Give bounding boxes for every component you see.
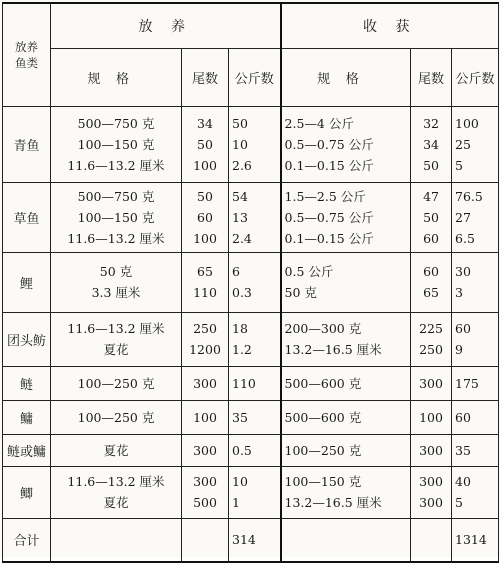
harvest-count-cell <box>411 466 452 518</box>
stock-count-header: 尾数 <box>182 48 229 106</box>
stock-count-cell-line: 50 <box>197 136 213 152</box>
harvest-count-cell <box>411 434 452 466</box>
harvest-kg-cell-line: 76.5 <box>455 188 483 204</box>
stock-kg-cell-line: 1.2 <box>232 342 252 357</box>
table-body <box>3 106 499 518</box>
stocking-harvest-table <box>2 2 499 563</box>
stock-spec-cell <box>51 366 182 400</box>
stock-count-cell-line: 300 <box>193 442 217 458</box>
harvest-count-cell-line: 300 <box>419 375 443 391</box>
harvest-spec-cell <box>281 434 411 466</box>
stock-count-cell-line: 50 <box>197 188 213 204</box>
total-stock-kg: 314 <box>229 518 281 562</box>
harvest-kg-cell <box>452 252 499 312</box>
total-harvest-kg: 1314 <box>452 518 499 562</box>
harvest-kg-cell-line: 25 <box>455 136 471 152</box>
stock-kg-cell <box>229 106 281 182</box>
stock-kg-header: 公斤数 <box>229 48 281 106</box>
stock-count-cell <box>182 434 229 466</box>
table-row <box>3 366 499 400</box>
harvest-kg-cell-line: 60 <box>455 409 471 425</box>
harvest-spec-cell-line: 0.5—0.75 公斤 <box>284 136 374 152</box>
stock-count-cell-line: 65 <box>197 264 213 279</box>
harvest-kg-cell-line: 30 <box>455 264 471 279</box>
harvest-kg-cell <box>452 312 499 366</box>
harvest-kg-cell-line: 5 <box>455 157 463 173</box>
stock-kg-cell-line: 35 <box>232 409 248 425</box>
stock-spec-cell-line: 11.6—13.2 厘米 <box>67 474 165 489</box>
stock-kg-cell-line: 6 <box>232 264 240 279</box>
harvest-count-cell <box>411 106 452 182</box>
harvest-count-cell-line: 250 <box>419 342 443 357</box>
harvest-count-cell-line: 300 <box>419 474 443 489</box>
stock-count-cell-line: 300 <box>193 474 217 489</box>
stock-count-cell <box>182 182 229 252</box>
table-row <box>3 252 499 312</box>
harvest-count-cell-line: 34 <box>423 136 439 152</box>
stock-kg-cell-line: 10 <box>232 136 248 152</box>
stock-kg-cell-line: 110 <box>232 375 256 391</box>
harvest-count-cell-line: 50 <box>423 157 439 173</box>
harvest-count-header: 尾数 <box>411 48 452 106</box>
harvest-kg-cell <box>452 466 499 518</box>
harvest-kg-cell-line: 175 <box>455 375 479 391</box>
stock-count-cell <box>182 252 229 312</box>
harvest-count-cell-line: 300 <box>419 495 443 510</box>
stocking-header: 放 养 <box>51 3 281 48</box>
harvest-spec-cell-line: 13.2—16.5 厘米 <box>284 495 382 510</box>
fish-name: 团头鲂 <box>3 312 51 366</box>
stock-kg-cell <box>229 252 281 312</box>
stock-count-cell-line: 250 <box>193 321 217 336</box>
fish-name: 鲢 <box>3 366 51 400</box>
stock-count-cell-line: 60 <box>197 209 213 225</box>
stock-count-cell <box>182 106 229 182</box>
harvest-spec-cell <box>281 252 411 312</box>
fish-name: 鲢或鳙 <box>3 434 51 466</box>
stock-kg-cell <box>229 366 281 400</box>
stock-spec-cell-line: 11.6—13.2 厘米 <box>67 157 165 173</box>
total-label: 合计 <box>3 518 51 562</box>
harvest-spec-header: 规格 <box>281 48 411 106</box>
stock-count-cell-line: 100 <box>193 157 217 173</box>
harvest-count-cell <box>411 252 452 312</box>
stock-kg-cell-line: 2.4 <box>232 230 252 246</box>
stock-kg-cell-line: 10 <box>232 474 248 489</box>
fish-name: 鳙 <box>3 400 51 434</box>
fish-name: 鲤 <box>3 252 51 312</box>
stock-spec-cell <box>51 312 182 366</box>
harvest-kg-cell-line: 60 <box>455 321 471 336</box>
harvest-spec-cell-line: 500—600 克 <box>284 409 362 425</box>
stock-kg-cell-line: 50 <box>232 115 248 131</box>
total-empty <box>281 518 411 562</box>
stock-spec-cell <box>51 182 182 252</box>
stock-kg-cell-line: 18 <box>232 321 248 336</box>
harvest-spec-cell <box>281 312 411 366</box>
stock-spec-cell-line: 3.3 厘米 <box>91 285 141 300</box>
stock-kg-cell-line: 13 <box>232 209 248 225</box>
stock-kg-cell <box>229 400 281 434</box>
stock-count-cell-line: 300 <box>193 375 217 391</box>
harvest-count-cell-line: 100 <box>419 409 443 425</box>
harvest-spec-cell-line: 0.5 公斤 <box>284 264 334 279</box>
harvest-spec-cell <box>281 400 411 434</box>
harvest-spec-cell-line: 50 克 <box>284 285 317 300</box>
stock-spec-cell-line: 11.6—13.2 厘米 <box>67 321 165 336</box>
total-empty <box>411 518 452 562</box>
harvest-spec-cell-line: 0.1—0.15 公斤 <box>284 230 374 246</box>
table-row <box>3 466 499 518</box>
harvest-spec-cell-line: 2.5—4 公斤 <box>284 115 354 131</box>
stock-count-cell-line: 1200 <box>189 342 221 357</box>
harvest-count-cell-line: 225 <box>419 321 443 336</box>
stock-spec-cell-line: 500—750 克 <box>77 115 155 131</box>
harvest-kg-cell-line: 27 <box>455 209 471 225</box>
stock-kg-cell <box>229 434 281 466</box>
stock-kg-cell <box>229 466 281 518</box>
corner-line-2: 鱼类 <box>15 55 38 70</box>
stock-spec-cell-line: 100—250 克 <box>77 409 155 425</box>
stock-count-cell-line: 34 <box>197 115 213 131</box>
harvest-spec-cell-line: 1.5—2.5 公斤 <box>284 188 366 204</box>
stock-spec-header: 规格 <box>51 48 182 106</box>
harvest-kg-cell-line: 40 <box>455 474 471 489</box>
harvest-spec-cell <box>281 106 411 182</box>
harvest-kg-cell-line: 6.5 <box>455 230 475 246</box>
harvest-count-cell-line: 60 <box>423 264 439 279</box>
stock-spec-cell <box>51 400 182 434</box>
stock-spec-cell-line: 11.6—13.2 厘米 <box>67 230 165 246</box>
harvest-kg-cell-line: 9 <box>455 342 463 357</box>
table-row <box>3 312 499 366</box>
stock-spec-cell-line: 夏花 <box>103 442 129 458</box>
stock-kg-cell-line: 0.5 <box>232 442 252 458</box>
table-row <box>3 434 499 466</box>
stock-spec-cell-line: 100—250 克 <box>77 375 155 391</box>
harvest-spec-cell-line: 100—250 克 <box>284 442 362 458</box>
stock-count-cell <box>182 366 229 400</box>
harvest-count-cell-line: 32 <box>423 115 439 131</box>
corner-line-1: 放养 <box>15 39 38 54</box>
harvest-kg-cell-line: 3 <box>455 285 463 300</box>
stock-spec-cell <box>51 252 182 312</box>
table-row <box>3 106 499 182</box>
stock-spec-cell-line: 夏花 <box>103 342 129 357</box>
stock-spec-cell-line: 50 克 <box>99 264 133 279</box>
stock-count-cell-line: 110 <box>193 285 217 300</box>
corner-header <box>3 3 51 106</box>
harvest-spec-cell-line: 500—600 克 <box>284 375 362 391</box>
stock-spec-cell <box>51 434 182 466</box>
stock-spec-cell-line: 100—150 克 <box>77 209 155 225</box>
harvest-spec-cell <box>281 466 411 518</box>
stock-count-cell-line: 100 <box>193 230 217 246</box>
stock-count-cell-line: 100 <box>193 409 217 425</box>
harvest-kg-cell-line: 100 <box>455 115 479 131</box>
stock-kg-cell <box>229 182 281 252</box>
harvest-count-cell-line: 50 <box>423 209 439 225</box>
table-row <box>3 400 499 434</box>
harvest-spec-cell-line: 0.1—0.15 公斤 <box>284 157 374 173</box>
harvest-count-cell-line: 60 <box>423 230 439 246</box>
harvest-count-cell-line: 65 <box>423 285 439 300</box>
harvest-spec-cell <box>281 182 411 252</box>
harvest-count-cell-line: 47 <box>423 188 439 204</box>
stock-count-cell <box>182 466 229 518</box>
stock-spec-cell-line: 夏花 <box>103 495 129 510</box>
fish-name: 青鱼 <box>3 106 51 182</box>
harvest-header: 收 获 <box>281 3 499 48</box>
harvest-kg-header: 公斤数 <box>452 48 499 106</box>
total-empty <box>182 518 229 562</box>
harvest-kg-cell <box>452 182 499 252</box>
harvest-kg-cell <box>452 106 499 182</box>
total-row <box>3 518 499 562</box>
harvest-kg-cell-line: 35 <box>455 442 471 458</box>
stock-spec-cell <box>51 466 182 518</box>
harvest-kg-cell <box>452 434 499 466</box>
harvest-spec-cell-line: 13.2—16.5 厘米 <box>284 342 382 357</box>
harvest-count-cell <box>411 182 452 252</box>
stock-count-cell-line: 500 <box>193 495 217 510</box>
harvest-spec-cell-line: 100—150 克 <box>284 474 362 489</box>
stock-kg-cell-line: 2.6 <box>232 157 252 173</box>
harvest-count-cell <box>411 366 452 400</box>
harvest-count-cell <box>411 400 452 434</box>
stock-spec-cell <box>51 106 182 182</box>
fish-name: 草鱼 <box>3 182 51 252</box>
harvest-kg-cell <box>452 366 499 400</box>
stock-count-cell <box>182 400 229 434</box>
table-row <box>3 182 499 252</box>
harvest-count-cell-line: 300 <box>419 442 443 458</box>
total-empty <box>51 518 182 562</box>
stock-count-cell <box>182 312 229 366</box>
stock-kg-cell <box>229 312 281 366</box>
stock-spec-cell-line: 100—150 克 <box>77 136 155 152</box>
harvest-spec-cell-line: 0.5—0.75 公斤 <box>284 209 374 225</box>
harvest-spec-cell-line: 200—300 克 <box>284 321 362 336</box>
stock-kg-cell-line: 1 <box>232 495 240 510</box>
harvest-kg-cell-line: 5 <box>455 495 463 510</box>
harvest-spec-cell <box>281 366 411 400</box>
harvest-kg-cell <box>452 400 499 434</box>
stock-kg-cell-line: 0.3 <box>232 285 252 300</box>
harvest-count-cell <box>411 312 452 366</box>
fish-name: 鲫 <box>3 466 51 518</box>
stock-spec-cell-line: 500—750 克 <box>77 188 155 204</box>
stock-kg-cell-line: 54 <box>232 188 248 204</box>
